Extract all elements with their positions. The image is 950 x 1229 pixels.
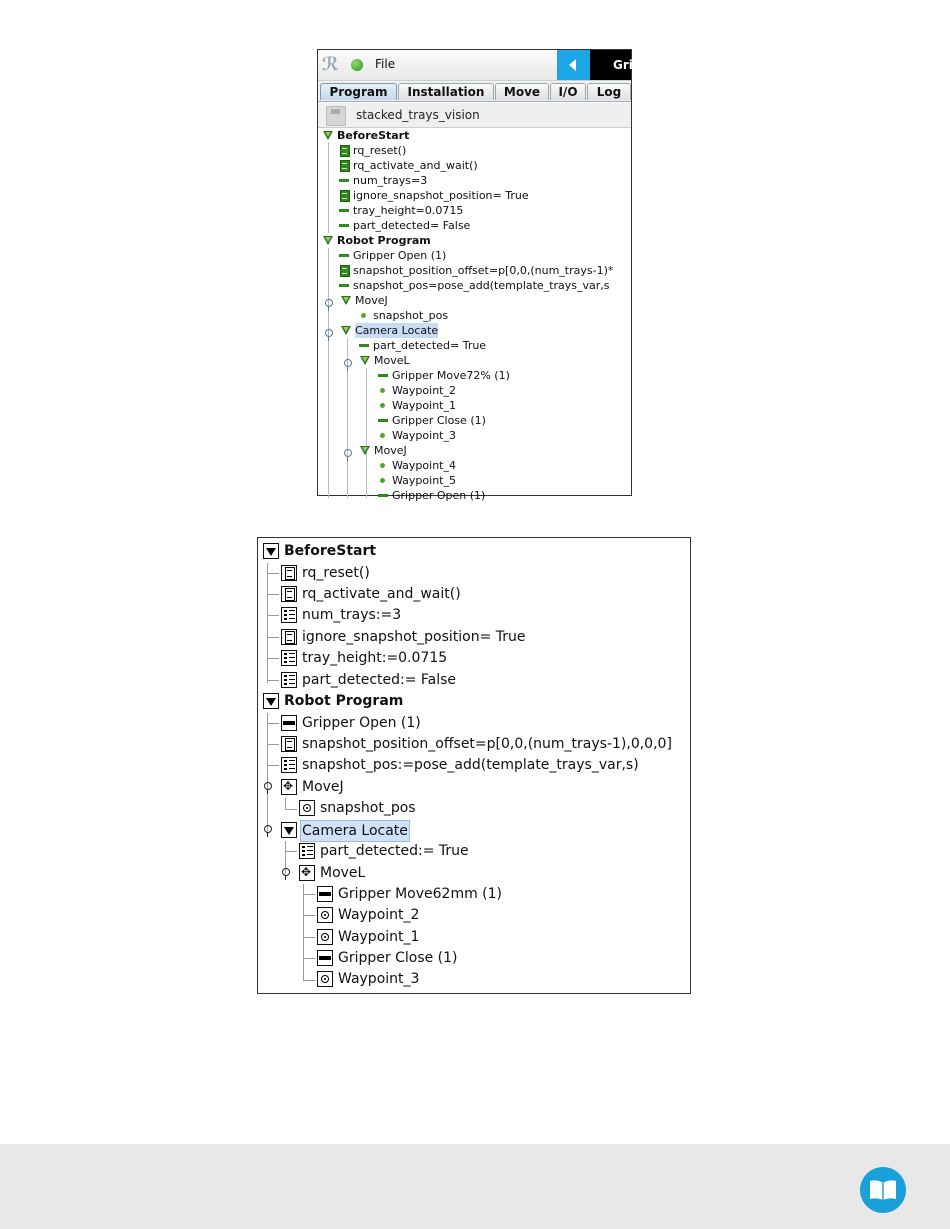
expand-triangle-icon[interactable]	[322, 233, 334, 248]
script-icon	[338, 143, 350, 158]
expand-triangle-icon[interactable]	[359, 443, 371, 458]
gripper-icon	[377, 368, 389, 383]
gripper-icon	[377, 488, 389, 503]
program-tree-detail	[257, 537, 691, 994]
ur-logo-icon: ℛ	[322, 54, 339, 75]
tree-node-waypoint[interactable]: Waypoint_2	[377, 383, 456, 398]
script-icon	[281, 629, 297, 645]
program-name: stacked_trays_vision	[356, 108, 480, 122]
tree-node-cut-off[interactable]: Gripper Open (1)	[377, 488, 485, 503]
breakpoint-pin-icon[interactable]	[282, 868, 290, 876]
tree-node[interactable]: num_trays=3	[338, 173, 427, 188]
expand-triangle-icon[interactable]	[359, 353, 371, 368]
program-tree	[318, 128, 631, 502]
assignment-icon	[299, 843, 315, 859]
waypoint-icon	[358, 308, 370, 323]
tree-node-movel[interactable]: ✥MoveL	[299, 863, 365, 883]
tree-node-waypoint[interactable]: Waypoint_3	[317, 969, 419, 989]
tree-node[interactable]: rq_reset()	[281, 563, 370, 583]
waypoint-icon	[377, 398, 389, 413]
script-icon	[338, 158, 350, 173]
tree-node-waypoint[interactable]: snapshot_pos	[299, 798, 416, 818]
tree-node[interactable]: Gripper Move62mm (1)	[317, 884, 502, 904]
assignment-icon	[281, 607, 297, 623]
tab-move[interactable]: Move	[495, 83, 549, 100]
tree-node-waypoint[interactable]: Waypoint_4	[377, 458, 456, 473]
tree-node[interactable]: Gripper Open (1)	[281, 713, 421, 733]
expand-triangle-icon[interactable]	[263, 543, 279, 559]
assignment-icon	[338, 278, 350, 293]
assignment-icon	[281, 672, 297, 688]
tab-bar	[318, 81, 631, 102]
header-right-label: Gri	[590, 50, 631, 80]
tree-node-waypoint[interactable]: Waypoint_1	[317, 927, 419, 947]
tree-node-movej[interactable]: ✥MoveJ	[281, 777, 344, 797]
waypoint-icon	[317, 907, 333, 923]
tree-node[interactable]: rq_reset()	[338, 143, 406, 158]
expand-triangle-icon[interactable]	[322, 128, 334, 143]
tree-node[interactable]: snapshot_pos:=pose_add(template_trays_var,s)	[281, 755, 639, 775]
tree-node[interactable]: snapshot_position_offset=p[0,0,(num_trays-1)*	[338, 263, 613, 278]
tree-node[interactable]: tray_height:=0.0715	[281, 648, 447, 668]
waypoint-icon	[317, 971, 333, 987]
gripper-icon	[377, 413, 389, 428]
tab-io[interactable]: I/O	[550, 83, 586, 100]
save-disk-icon[interactable]	[326, 106, 346, 126]
breakpoint-pin-icon[interactable]	[344, 449, 352, 457]
gripper-icon	[338, 248, 350, 263]
expand-triangle-icon[interactable]	[340, 323, 352, 338]
tree-node[interactable]: rq_activate_and_wait()	[338, 158, 478, 173]
move-arrows-icon	[281, 779, 297, 795]
move-arrows-icon	[299, 865, 315, 881]
breakpoint-pin-icon[interactable]	[325, 299, 333, 307]
tree-node[interactable]: part_detected:= False	[281, 670, 456, 690]
tree-node[interactable]: num_trays:=3	[281, 605, 401, 625]
back-button[interactable]	[557, 50, 590, 80]
breakpoint-pin-icon[interactable]	[264, 825, 272, 833]
tree-node[interactable]: part_detected= True	[358, 338, 486, 353]
tree-node-robot-program[interactable]: Robot Program	[322, 233, 431, 248]
breakpoint-pin-icon[interactable]	[344, 359, 352, 367]
tree-node-movej[interactable]: MoveJ	[359, 443, 407, 458]
polyscope-header	[318, 50, 631, 81]
tree-node-waypoint[interactable]: snapshot_pos	[358, 308, 448, 323]
tree-node[interactable]: part_detected= False	[338, 218, 470, 233]
tab-installation[interactable]: Installation	[398, 83, 494, 100]
tree-node-beforestart[interactable]: BeforeStart	[263, 541, 376, 561]
assignment-icon	[338, 203, 350, 218]
tree-node[interactable]: Gripper Close (1)	[377, 413, 486, 428]
tree-node-camera-locate[interactable]: Camera Locate	[281, 820, 410, 840]
tree-node[interactable]: ignore_snapshot_position= True	[338, 188, 529, 203]
tree-node[interactable]: snapshot_position_offset=p[0,0,(num_trays-1),0,0,0]	[281, 734, 672, 754]
tree-node-waypoint[interactable]: Waypoint_5	[377, 473, 456, 488]
waypoint-icon	[317, 929, 333, 945]
script-icon	[338, 188, 350, 203]
gripper-icon	[317, 886, 333, 902]
file-menu[interactable]: File	[375, 57, 396, 71]
tab-program[interactable]: Program	[320, 83, 397, 100]
assignment-icon	[281, 757, 297, 773]
tree-node[interactable]: ignore_snapshot_position= True	[281, 627, 526, 647]
waypoint-icon	[377, 458, 389, 473]
breakpoint-pin-icon[interactable]	[325, 329, 333, 337]
page-footer	[0, 1144, 950, 1229]
tree-node-waypoint[interactable]: Waypoint_3	[377, 428, 456, 443]
tree-node[interactable]: tray_height=0.0715	[338, 203, 463, 218]
tree-node[interactable]: rq_activate_and_wait()	[281, 584, 461, 604]
expand-triangle-icon[interactable]	[263, 693, 279, 709]
tree-node[interactable]: snapshot_pos=pose_add(template_trays_var,s	[338, 278, 610, 293]
tree-node-beforestart[interactable]: BeforeStart	[322, 128, 409, 143]
tree-node-robot-program[interactable]: Robot Program	[263, 691, 403, 711]
tree-node[interactable]: Gripper Close (1)	[317, 948, 458, 968]
assignment-icon	[358, 338, 370, 353]
tree-node[interactable]: Gripper Open (1)	[338, 248, 446, 263]
gripper-icon	[281, 715, 297, 731]
waypoint-icon	[377, 428, 389, 443]
gripper-icon	[317, 950, 333, 966]
expand-triangle-icon[interactable]	[340, 293, 352, 308]
breakpoint-pin-icon[interactable]	[264, 782, 272, 790]
assignment-icon	[281, 650, 297, 666]
waypoint-icon	[377, 383, 389, 398]
tree-node[interactable]: part_detected:= True	[299, 841, 469, 861]
arrow-left-icon	[569, 59, 576, 71]
script-icon	[281, 586, 297, 602]
tree-node-waypoint[interactable]: Waypoint_2	[317, 905, 419, 925]
tree-node-movel[interactable]: MoveL	[359, 353, 410, 368]
tree-node-movej[interactable]: MoveJ	[340, 293, 388, 308]
waypoint-icon	[299, 800, 315, 816]
help-button[interactable]	[860, 1167, 906, 1213]
tree-node-camera-locate[interactable]: Camera Locate	[340, 323, 438, 338]
assignment-icon	[338, 218, 350, 233]
tree-node-waypoint[interactable]: Waypoint_1	[377, 398, 456, 413]
script-icon	[281, 736, 297, 752]
tab-log[interactable]: Log	[587, 83, 631, 100]
expand-triangle-icon[interactable]	[281, 822, 297, 838]
script-icon	[338, 263, 350, 278]
script-icon	[281, 565, 297, 581]
tree-node[interactable]: Gripper Move72% (1)	[377, 368, 510, 383]
assignment-icon	[338, 173, 350, 188]
book-icon	[869, 1179, 897, 1201]
globe-icon[interactable]	[351, 59, 363, 71]
program-bar	[318, 103, 631, 128]
polyscope-window	[317, 49, 633, 502]
waypoint-icon	[377, 473, 389, 488]
